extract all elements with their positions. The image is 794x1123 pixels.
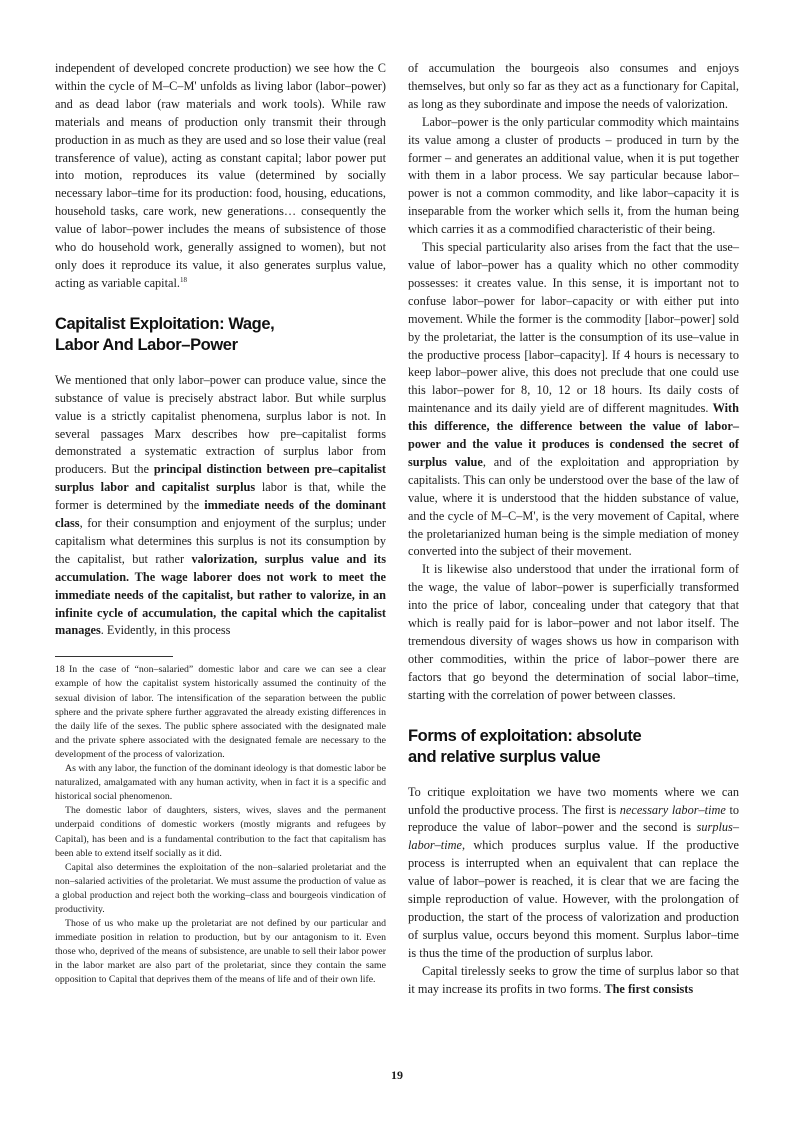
footnote-paragraph: As with any labor, the function of the dominant ideology is that domestic labor be naturalized, amalgamated with any human activity, when in fact it is a specific and historical social phenomenon. [55,763,386,803]
paragraph-intro [55,60,386,293]
text-run: . Evidently, in this process [100,623,231,638]
text-run: Capital tirelessly seeks to grow the time of surplus labor so that it may increase its profits in two forms. [408,963,739,996]
footnote-paragraph: Those of us who make up the proletariat are not defined by our particular and immediate position in relation to production, but by our antagonism to it. Even those who, deprived of the means of subsistence, are unable to sell their labor power in the labor market are also part of the proletariat, since they contain the same opposition to Capital that deprives them of the means of life and of their own life. [55,918,386,986]
italic-run: necessary labor–time [619,802,726,817]
paragraph-accumulation: of accumulation the bourgeois also consumes and enjoys themselves, but only so far as they act as a functionary for Capital, as long as they subordinate and impose the needs of valorization. [408,61,739,111]
heading-line-1: Capitalist Exploitation: Wage, [55,314,275,333]
bold-run: The first consists [604,981,694,996]
section-heading-capitalist-exploitation [55,314,386,356]
footnote-paragraph: Capital also determines the exploitation of the non–salaried proletariat and the non–salaried activities of the proletariat. We must assume the production of value as a global production and reject both the working–class and bourgeois vindication of productivity. [55,861,386,915]
footnote-reference[interactable]: 18 [179,275,187,284]
heading-line-2: Labor And Labor–Power [55,335,238,354]
bold-run: With this difference, the difference between the value of labor–power and the value it produces is condensed the secret of surplus value [408,401,739,469]
paragraph-labor-power: Labor–power is the only particular commodity which maintains its value among a cluster of products – produced in turn by the former – and generates an additional value, when it is put together with them in a labor process. We say particular because labor–power is not a common commodity, and like labor–capacity it is inseparable from the worker which sells it, from the human being which carries it as a commodified characteristic of their being. [408,114,739,237]
page-number: 19 [391,1068,403,1082]
heading-line-1: Forms of exploitation: absolute [408,726,642,745]
footnote-number: 18 [55,664,65,676]
heading-line-2: and relative surplus value [408,747,601,766]
paragraph-surplus-labor [55,372,386,641]
left-body [55,60,386,293]
text-run: , which produces surplus value. If the productive process is interrupted when an equivalent that can replace the value of labor–power is reached, it is clear that we are facing the simple reproduction of value. However, with the prolongation of production, the start of the process of valorization and production of surplus value, occurs beyond this moment. Surplus labor–time is thus the time of the production of surplus labor. [408,838,739,960]
text-run: We mentioned that only labor–power can produce value, since the substance of value is precisely abstract labor. But while surplus value is a strictly capitalist phenomena, surplus labor is not. In several passages Marx describes how pre–capitalist forms demonstrated a systematic extraction of surplus labor from producers. But the [55,372,386,477]
paragraph-labor-time [408,784,739,963]
text-run: , and of the exploitation and appropriation by capitalists. This can only be understood over the base of the law of value, where it is understood that the hidden substance of value, and the cycle of M–C–M', is the very movement of Capital, where the proletarianized human being is the simple mediation of money converted into the subject of their movement. [408,454,740,559]
left-body-2 [55,372,386,641]
paragraph-use-value [408,239,739,561]
paragraph-two-forms [408,963,739,999]
section-heading-forms-of-exploitation [408,726,739,768]
footnote-paragraph: The domestic labor of daughters, sisters, wives, slaves and the permanent underpaid conditions of domestic workers (mostly migrants and refugees by Capital), has been and is a fundamental contribution to the fact that capitalism has been able to extend itself socially as it did. [55,805,386,859]
bold-run: principal distinction between pre–capitalist surplus labor and capitalist surplus [55,462,386,495]
bold-run: valorization, surplus value and its accumulation. The wage laborer does not work to meet the immediate needs of the capitalist, but rather to valorize, in an infinite cycle of accumulation, the capital which the capitalist manages [55,551,387,638]
right-body [408,60,739,705]
text-run: to reproduce the value of labor–power and the second is [408,802,740,835]
footnote-divider [55,656,173,657]
text-run: , for their consumption and enjoyment of the surplus; under capitalism what determines this surplus is not its consumption by the capitalist, but rather [55,516,386,566]
bold-run: immediate needs of the dominant class [55,498,386,531]
left-column [55,60,386,988]
text-run: labor is that, while the former is determined by the [55,480,387,513]
right-body-2 [408,784,739,999]
paragraph-wage: It is likewise also understood that under the irrational form of the wage, the value of labor–power is superficially transformed into the price of labor, concealing under that category that that which is really paid for is labor–power and not labor itself. The tremendous diversity of wages shows us how in comparison with other commodities, within the price of labor–power there are factors that go beyond the determination of social labor–time, starting with the correlation of power between classes. [408,562,739,702]
text-run: To critique exploitation we have two moments where we can unfold the productive process. The first is [408,784,739,817]
paragraph-text: independent of developed concrete production) we see how the C within the cycle of M–C–M' unfolds as living labor (labor–power) and as dead labor (raw materials and work tools). While raw materials and means of production only transmit their through production in as much as they are used and so lose their value (real transference of value), acting as constant capital; labor power put into motion, reproduces its value (determined by socially necessary labor–time for its production: food, housing, educations, household tasks, care work, new generations… consequently the value of labor–power includes the means of subsistence of those who do household work, generally assigned to women), but not only does it reproduce its value, it also generates surplus value, acting as variable capital. [55,61,386,290]
footnote-text: In the case of “non–salaried” domestic labor and care we can see a clear example of how the capitalist system historically assumed the continuity of the sexual division of labor. The intensification of the separation between the public sphere and the private sphere further aggravated the already existing differences in the daily life of the sexes. The public sphere associated with the designated male and the private sphere associated with the designated female are necessary to the development of the process of valorization. [55,664,386,760]
italic-run: surplus–labor–time [408,820,739,853]
footnote-18 [55,663,386,762]
right-column [408,60,739,999]
footnotes [55,663,386,987]
text-run: This special particularity also arises from the fact that the use–value of labor–power has a quality which no other commodity possesses: it creates value. In this sense, it is important not to confuse labor–power for labor–capacity or with either put into movement. While the former is the commodity [labor–power] sold by the proletariat, the latter is the consumption of its use–value in the productive process [labor–capacity]. If 4 hours is necessary to keep labor–power alive, this does not preclude that one could use this labor–power for 8, 10, 12 or 18 hours. Its daily costs of maintenance and its daily yield are of different magnitudes. [408,240,739,416]
